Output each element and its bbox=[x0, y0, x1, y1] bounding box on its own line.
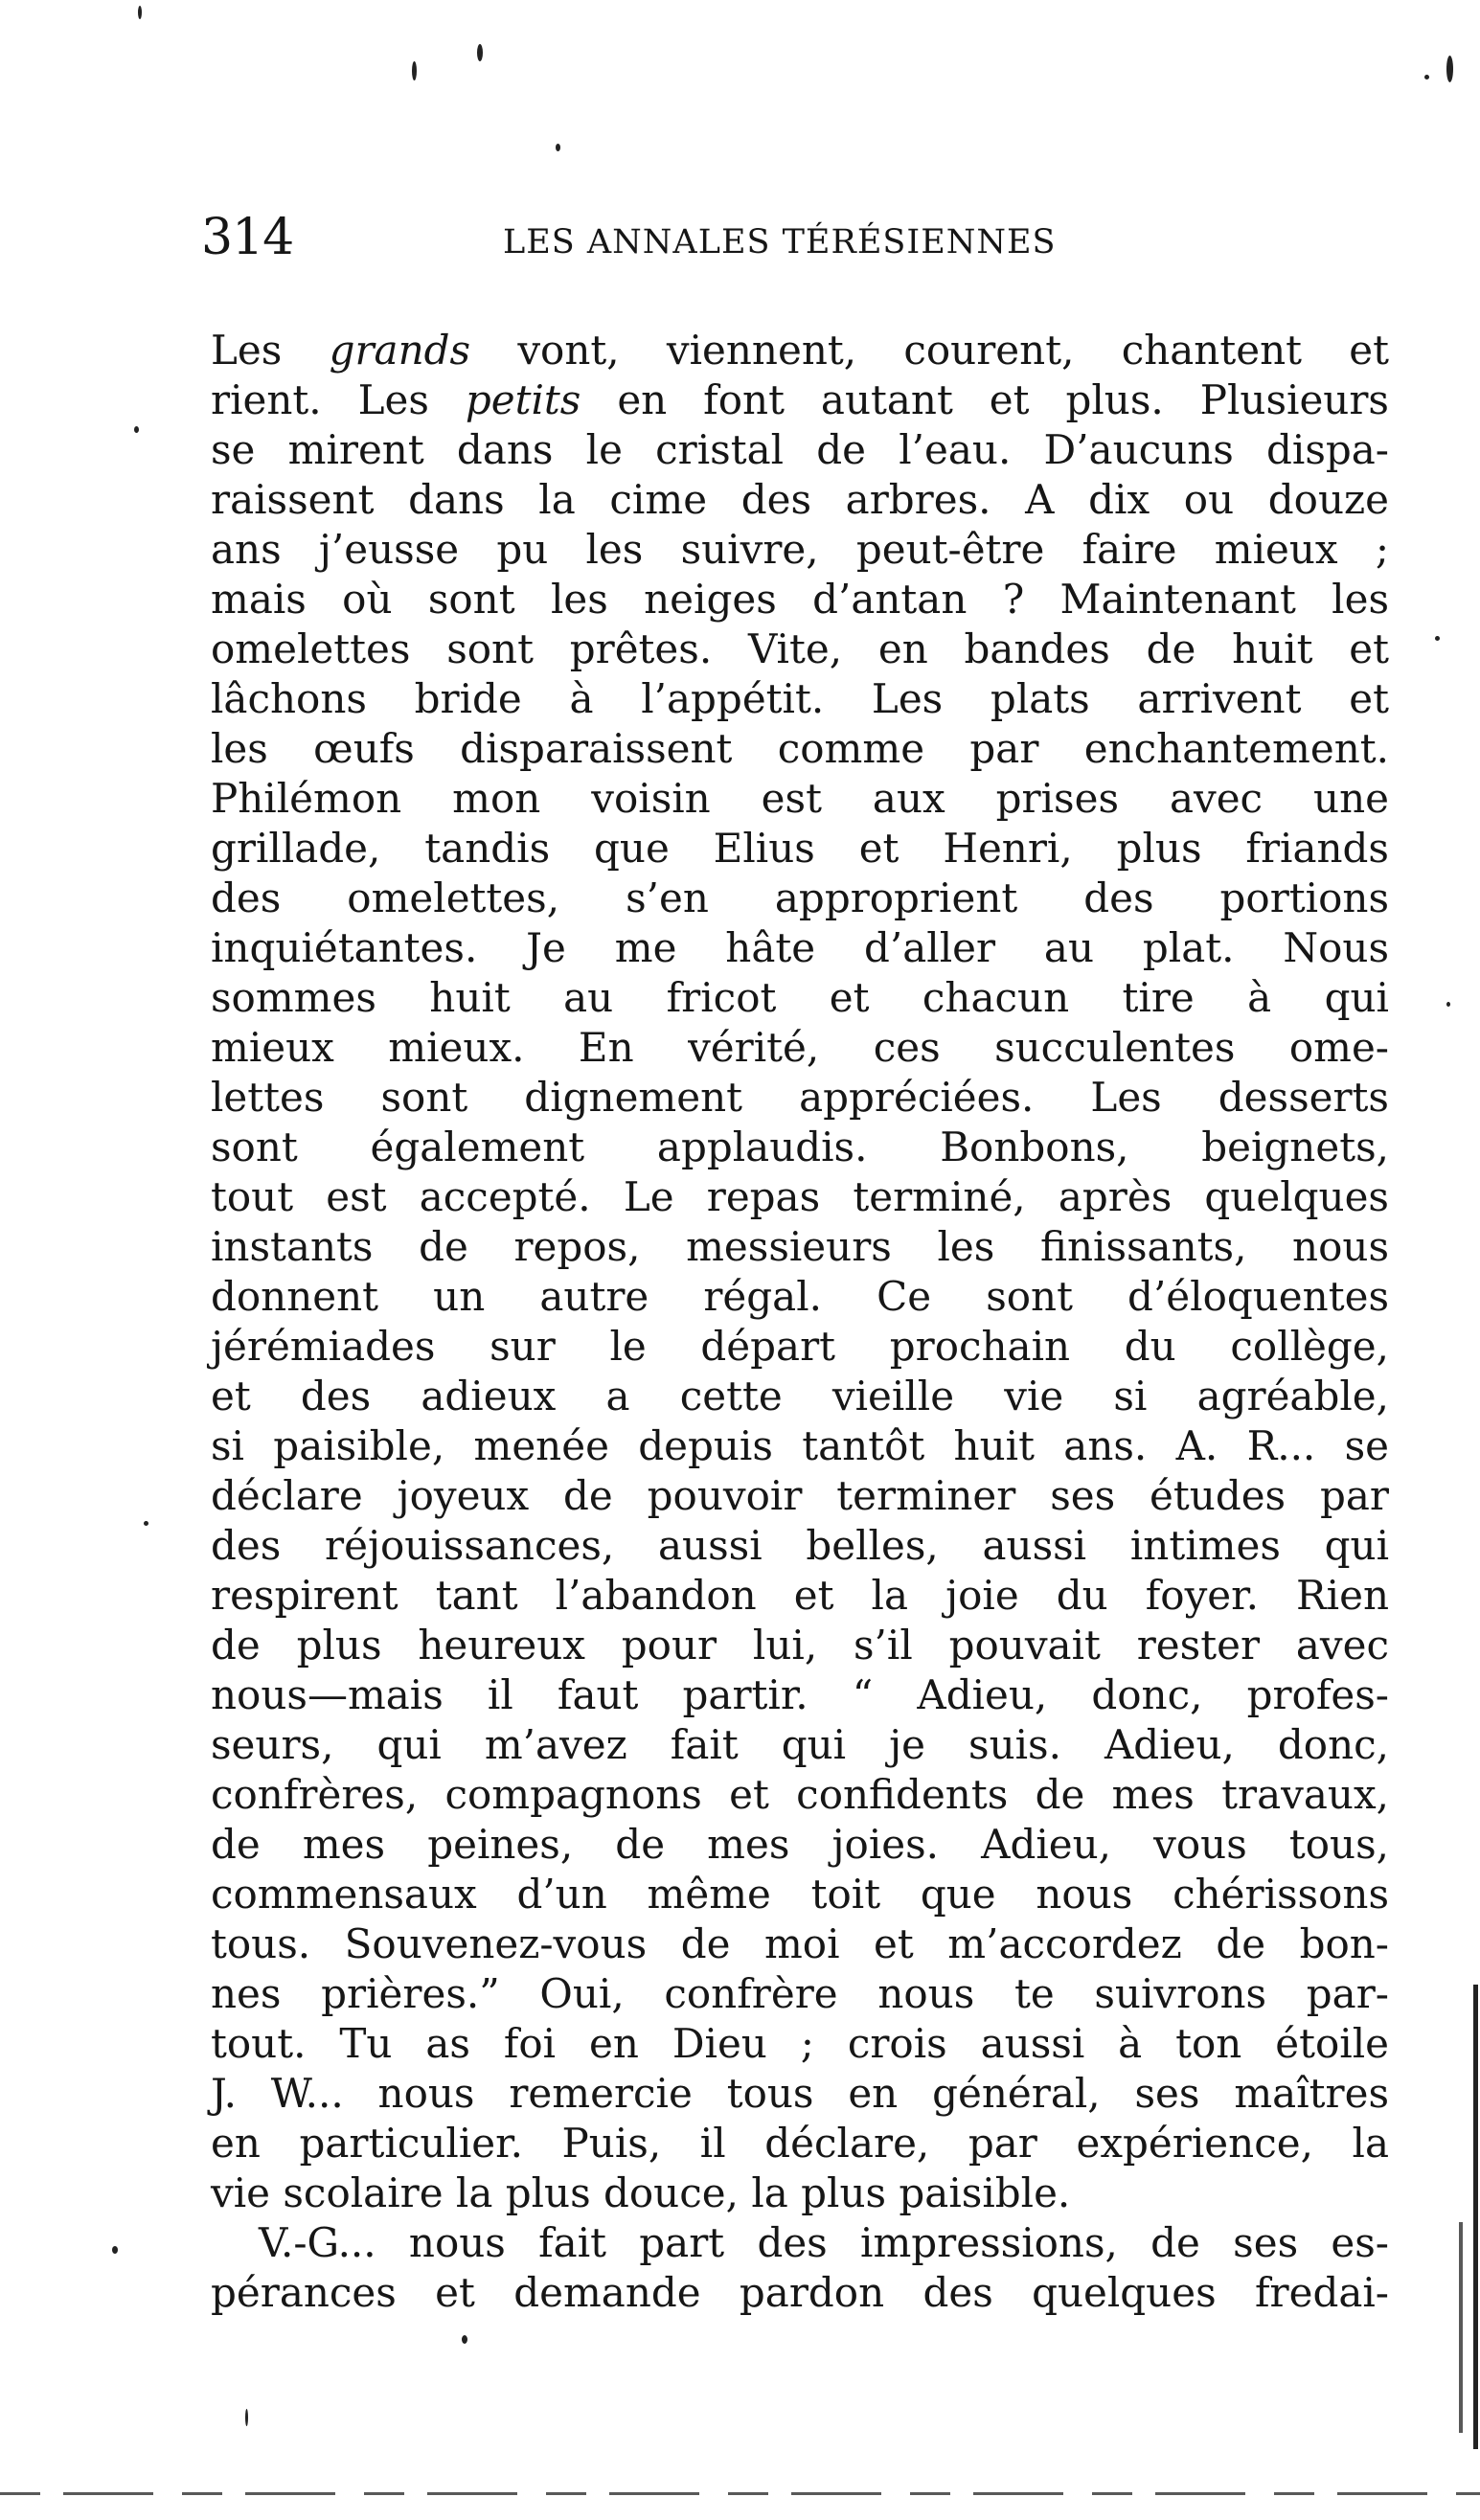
text-line-29: seurs, qui m’avez fait qui je suis. Adieu, donc, bbox=[211, 1721, 1389, 1768]
text-line-1 bbox=[211, 326, 1389, 375]
text-line-37: en particulier. Puis, il déclare, par expérience, la bbox=[211, 2120, 1389, 2167]
text-line-1-prefix: Les bbox=[211, 327, 330, 374]
page-header bbox=[201, 209, 1399, 285]
scan-speck bbox=[477, 44, 483, 61]
text-line-34: nes prières.” Oui, confrère nous te suivrons par- bbox=[211, 1970, 1389, 2017]
text-line-2-prefix: rient. Les bbox=[211, 376, 466, 423]
text-line-22: et des adieux a cette vieille vie si agréable, bbox=[211, 1373, 1389, 1419]
text-line-26: respirent tant l’abandon et la joie du foyer. Rien bbox=[211, 1572, 1389, 1619]
scan-speck bbox=[134, 426, 139, 433]
text-line-25: des réjouissances, aussi belles, aussi intimes qui bbox=[211, 1522, 1389, 1569]
text-line-19: instants de repos, messieurs les finissants, nous bbox=[211, 1223, 1389, 1270]
emphasized-word-grands: grands bbox=[329, 327, 471, 374]
text-line-10: Philémon mon voisin est aux prises avec une bbox=[211, 775, 1389, 822]
text-line-33: tous. Souvenez-vous de moi et m’accordez de bon- bbox=[211, 1920, 1389, 1967]
text-line-18: tout est accepté. Le repas terminé, après quelques bbox=[211, 1173, 1389, 1220]
text-line-4: raissent dans la cime des arbres. A dix ou douze bbox=[211, 476, 1389, 523]
page-number: 314 bbox=[201, 209, 294, 266]
scan-speck bbox=[412, 61, 417, 80]
text-line-1-rest: vont, viennent, courent, chantent et bbox=[470, 327, 1390, 374]
text-line-31: de mes peines, de mes joies. Adieu, vous tous, bbox=[211, 1821, 1389, 1868]
scan-speck bbox=[556, 144, 560, 151]
scan-speck bbox=[1424, 75, 1429, 79]
text-line-5: ans j’eusse pu les suivre, peut-être faire mieux ; bbox=[211, 526, 1389, 573]
text-line-12: des omelettes, s’en approprient des portions bbox=[211, 874, 1389, 921]
text-line-7: omelettes sont prêtes. Vite, en bandes de huit et bbox=[211, 625, 1389, 672]
scan-speck bbox=[112, 2246, 118, 2254]
text-line-14: sommes huit au fricot et chacun tire à qui bbox=[211, 974, 1389, 1021]
text-line-35: tout. Tu as foi en Dieu ; crois aussi à ton étoile bbox=[211, 2020, 1389, 2067]
text-line-39: V.-G... nous fait part des impressions, de ses es- bbox=[259, 2219, 1389, 2266]
text-line-13: inquiétantes. Je me hâte d’aller au plat. Nous bbox=[211, 924, 1389, 971]
text-line-30: confrères, compagnons et confidents de mes travaux, bbox=[211, 1771, 1389, 1818]
scan-speck bbox=[1446, 1002, 1450, 1007]
text-line-15: mieux mieux. En vérité, ces succulentes ome- bbox=[211, 1024, 1389, 1071]
text-line-38: vie scolaire la plus douce, la plus paisible. bbox=[211, 2169, 1071, 2216]
text-line-36: J. W... nous remercie tous en général, ses maîtres bbox=[211, 2070, 1389, 2117]
text-line-24: déclare joyeux de pouvoir terminer ses études par bbox=[211, 1472, 1389, 1519]
text-line-11: grillade, tandis que Elius et Henri, plus friands bbox=[211, 825, 1389, 872]
scan-speck bbox=[462, 2335, 467, 2344]
page-edge-shadow bbox=[1459, 2222, 1463, 2433]
text-line-9: les œufs disparaissent comme par enchantement. bbox=[211, 725, 1389, 772]
scan-bottom-edge bbox=[0, 2492, 1480, 2495]
scan-speck bbox=[144, 1521, 148, 1526]
text-line-17: sont également applaudis. Bonbons, beignets, bbox=[211, 1124, 1389, 1170]
scan-speck bbox=[1435, 636, 1440, 641]
emphasized-word-petits: petits bbox=[465, 376, 581, 423]
text-line-23: si paisible, menée depuis tantôt huit ans. A. R... se bbox=[211, 1422, 1389, 1469]
text-line-16: lettes sont dignement appréciées. Les desserts bbox=[211, 1074, 1389, 1121]
body-text bbox=[211, 326, 1389, 2318]
scan-speck bbox=[245, 2409, 248, 2426]
text-line-32: commensaux d’un même toit que nous chérissons bbox=[211, 1871, 1389, 1918]
text-line-3: se mirent dans le cristal de l’eau. D’aucuns dispa- bbox=[211, 426, 1389, 473]
text-line-8: lâchons bride à l’appétit. Les plats arrivent et bbox=[211, 675, 1389, 722]
text-line-27: de plus heureux pour lui, s’il pouvait rester avec bbox=[211, 1622, 1389, 1669]
text-line-20: donnent un autre régal. Ce sont d’éloquentes bbox=[211, 1273, 1389, 1320]
text-line-2-rest: en font autant et plus. Plusieurs bbox=[581, 376, 1389, 423]
scan-speck bbox=[138, 6, 142, 19]
scan-speck bbox=[1446, 56, 1453, 82]
text-line-40: pérances et demande pardon des quelques fredai- bbox=[211, 2269, 1389, 2316]
text-line-6: mais où sont les neiges d’antan ? Maintenant les bbox=[211, 576, 1389, 623]
page-edge-shadow bbox=[1473, 1985, 1478, 2449]
text-line-21: jérémiades sur le départ prochain du collège, bbox=[211, 1323, 1389, 1370]
running-title: LES ANNALES TÉRÉSIENNES bbox=[503, 223, 1057, 261]
text-line-28: nous—mais il faut partir. “ Adieu, donc, profes- bbox=[211, 1671, 1389, 1718]
text-line-2 bbox=[211, 375, 1389, 425]
